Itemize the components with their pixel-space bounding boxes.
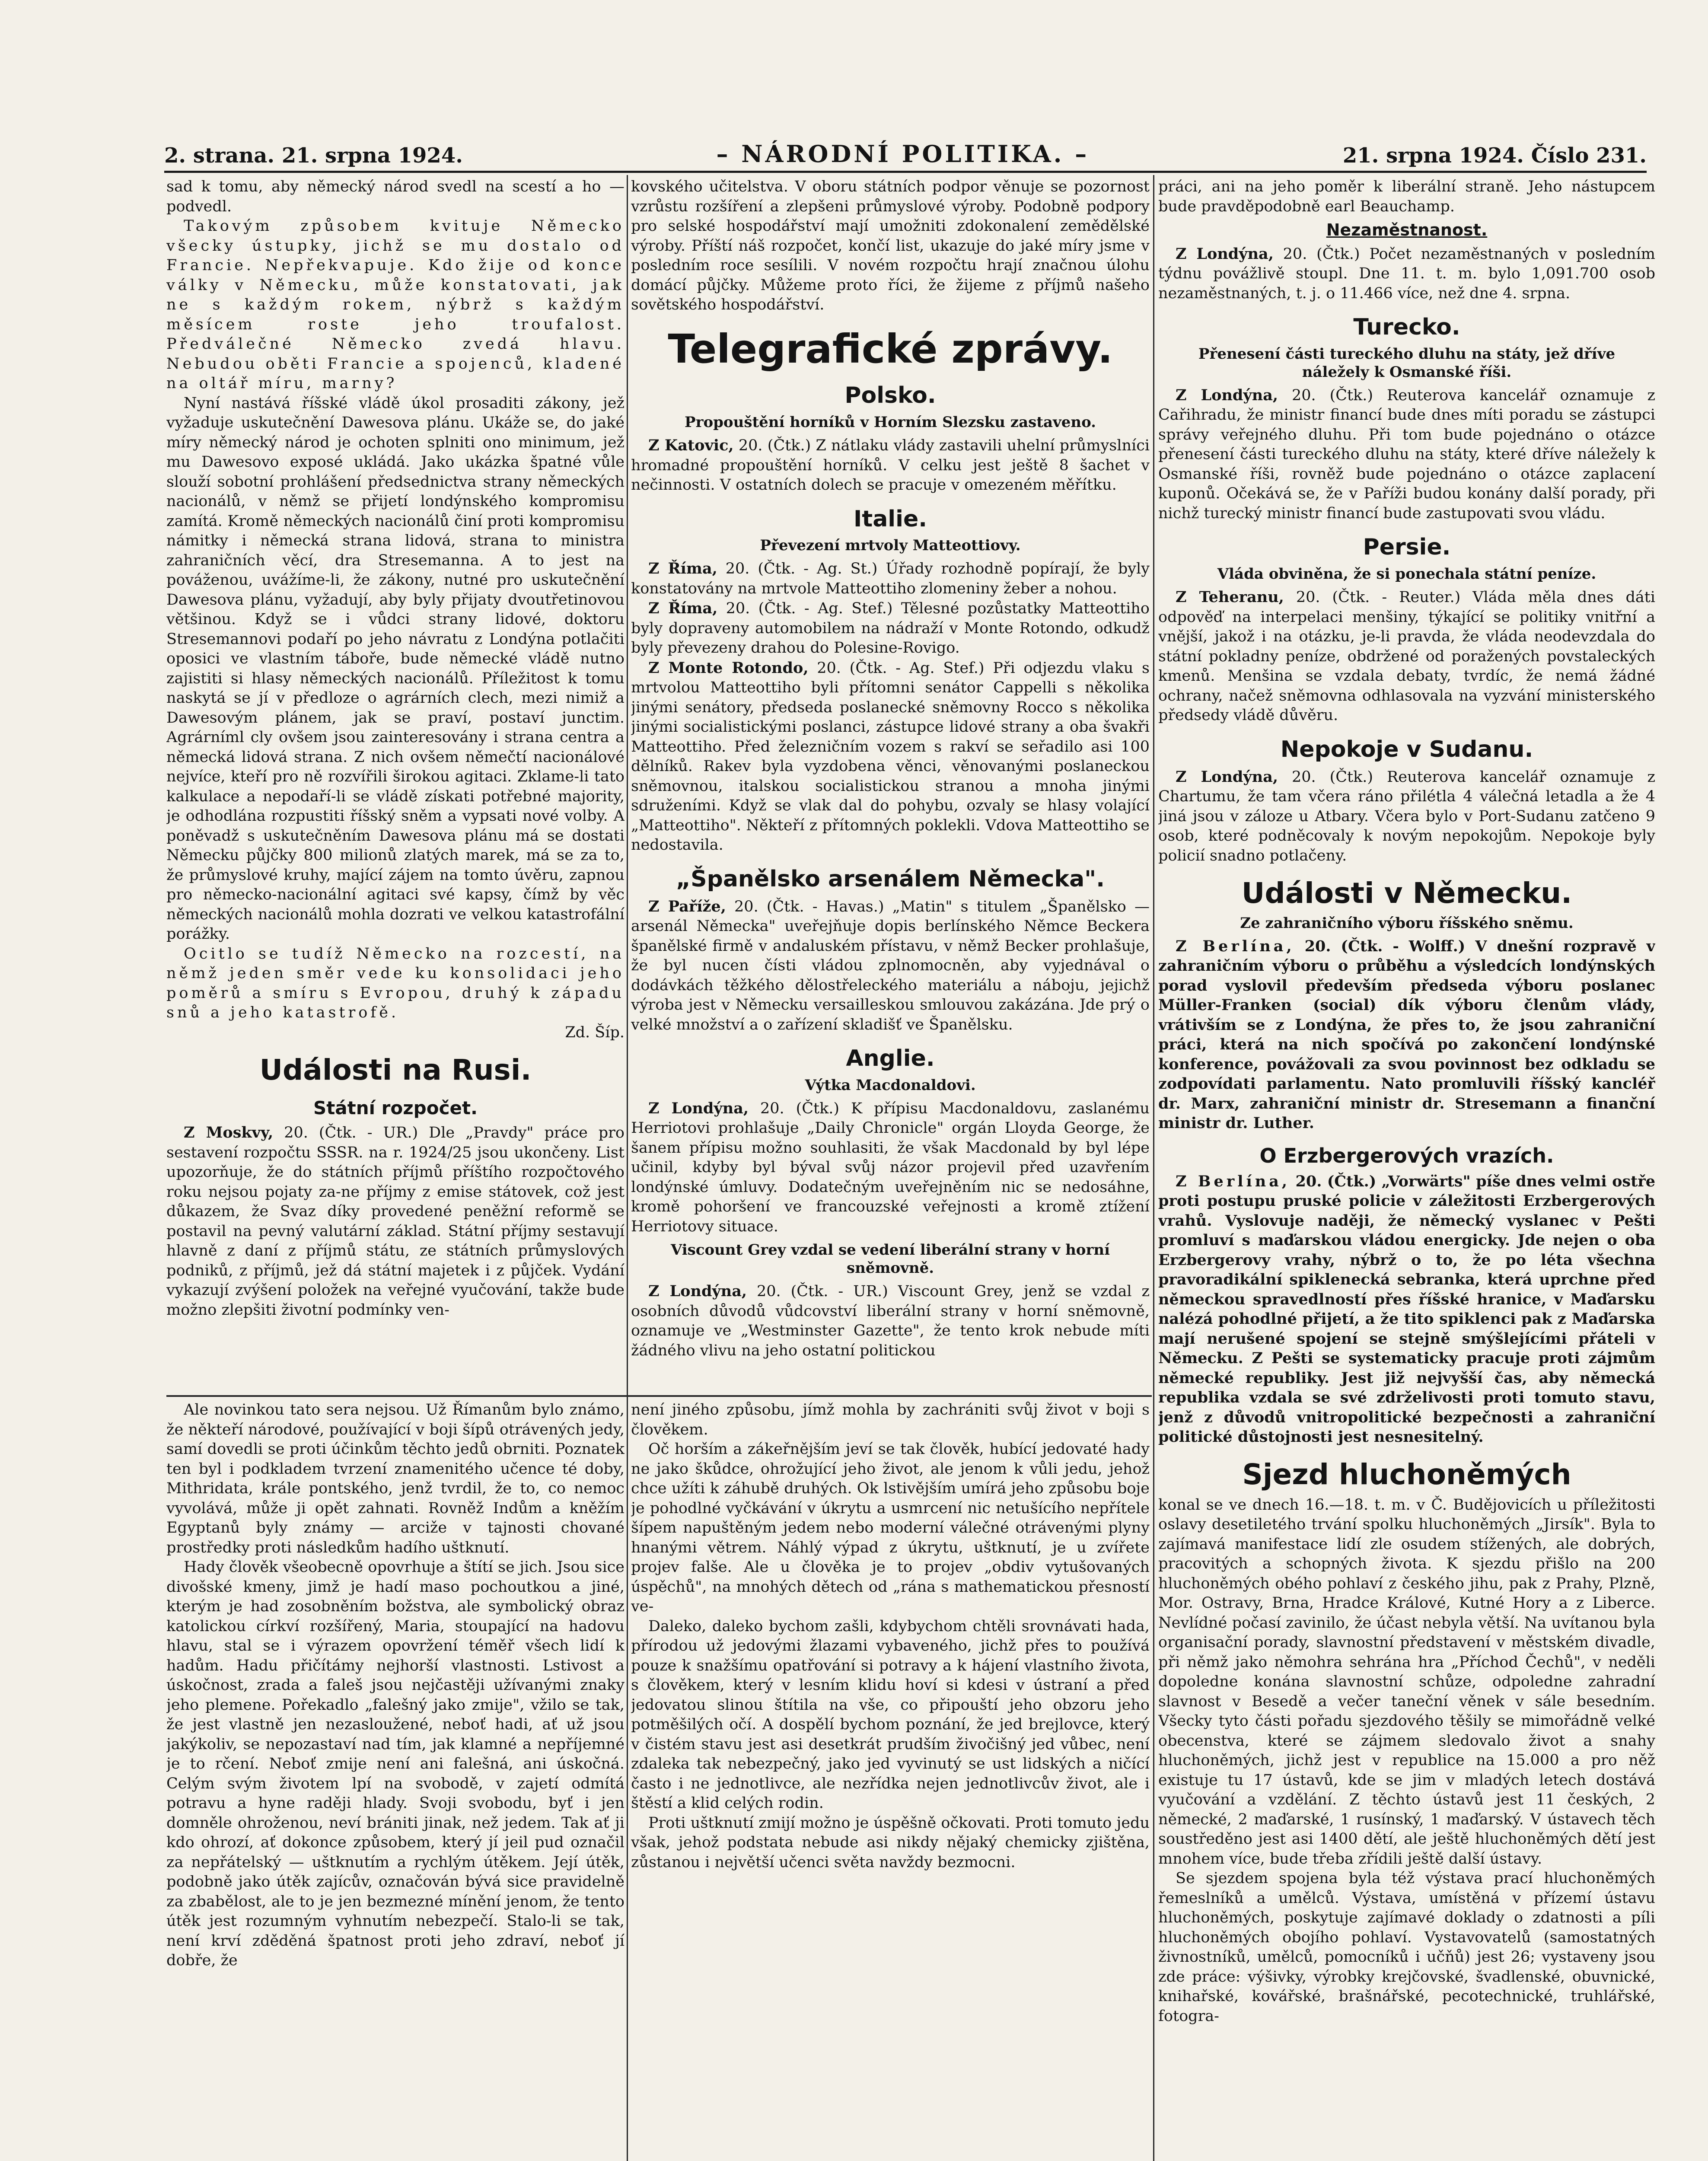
article-text: 20. (Čtk. - Ag. Stef.) Při odjezdu vlaku s mrtvolou Matteottiho byli přítomni senátor Cappelli s několika jinými senátory, předseda poslanecké sněmovny Rocco s několika jinými socialistickými poslanci, zástupce lidové strany a oba švakři Matteottiho. Před železničním vozem s rakví se seřadilo asi 100 dělníků. Rakev byla vyzdobena věnci, věnovanými poslaneckou sněmovnou, italskou socialistickou stranou a mnoha jinými sdruženími. Když se vlak dal do pohybu, ozvaly se hlasy volající „Matteottiho". Někteří z přítomných poklekli. Vdova Matteottiho se nedostavila. xyxy=(631,659,1150,854)
feuilleton-paragraph: Ale novinkou tato sera nejsou. Už Římanům bylo známo, že někteří národové, používající v boji šípů otrávených jedy, samí dovedli se proti účinkům těchto jedů obrniti. Poznatek ten byl i podkladem tvrzení znamenitého učence té doby, Mithridata, krále pontského, jenž tvrdil, že to, co nemoc vyvolává, může ji opět zahnati. Rovněž Indům a kněžím Egyptanů byly známy — arciže v tajnosti chované prostředky proti následkům hadího uštknutí. xyxy=(166,1401,625,1556)
column-rule xyxy=(1153,175,1154,2161)
dateline: Z Londýna, xyxy=(1176,245,1274,263)
feuilleton-paragraph: Proti uštknutí zmijí možno je úspěšně očkovati. Proti tomuto jedu však, jehož podstata nebude asi nikdy nějaký chemicky zjištěna, zůstanou i největší učenci světa navždy bezmocni. xyxy=(631,1814,1150,1871)
headline-rusi: Události na Rusi. xyxy=(259,1053,532,1087)
headline-turecko: Turecko. xyxy=(1353,314,1460,341)
article-text: 20. (Čtk. - Reuter.) Vláda měla dnes dáti odpověď na interpelaci menšiny, týkající se politiky vnitřní a vnější, jakož i na otázku, je-li pravda, že vláda neodevzdala do státní pokladny peníze, obdržené od poražených povstaleckých kmenů. Menšina se vzdala debaty, tvrdíc, že nemá žádné ochrany, načež sněmovna odhlasovala na vyzvání ministerského předsedy vládě důvěru. xyxy=(1158,589,1655,724)
headline-erzberger: O Erzbergerových vrazích. xyxy=(1259,1144,1554,1167)
dateline: Z Londýna, xyxy=(648,1099,749,1117)
editorial-signature: Zd. Šíp. xyxy=(565,1023,625,1041)
article-text: 20. (Čtk.) Počet nezaměstnaných v posledním týdnu povážlivě stoupl. Dne 11. t. m. bylo 1,091.700 osob nezaměstnaných, t. j. o 11.466 více, než dne 4. srpna. xyxy=(1158,245,1655,302)
headline-nezamestnanost: Nezaměstnanost. xyxy=(1326,220,1488,239)
masthead-left: 2. strana. 21. srpna 1924. xyxy=(164,143,463,168)
editorial-paragraph: Nyní nastává říšské vládě úkol prosaditi zákony, jež vyžaduje uskutečnění Dawesova plánu. Ukáže se, do jaké míry německý národ je ochoten splniti ono minimum, jež mu Dawesovo exposé ukládá. Jako ukázka špatné vůle slouží sobotní prohlášení předsednictva strany německých nacionálů, v němž se přijetí londýnského kompromisu zamítá. Kromě německých nacionálů činí proti kompromisu námitky i německá strana lidová, strana to ministra zahraničních věcí, dra Stresemanna. A to jest na pováženou, uvážíme-li, že zákony, nutné pro uskutečnění Dawesova plánu, vyžadují, aby byly přijaty dvoutřetinovou většinou. Když se i vůdci strany lidové, doktoru Stresemannovi podaří po jeho návratu z Londýna potlačiti oposici ve vlastním táboře, bude německé vládě nutno zajistiti si hlasy německých nacionálů. Příležitost k tomu naskytá se jí v předloze o agrárních clech, mezi nimiž a Dawesovým plánem, jak se praví, postaví junctim. Agrárníml cly ovšem jsou zainteresovány i strana centra a německá lidová strana. Z nich ovšem němečtí nacionálové nejvíce, kteří pro ně rozvířili širokou agitaci. Zklame-li tato kalkulace a nepodaří-li se vládě získati potřebné majority, je odhodlána rozpustiti říšský sněm a vypsati nové volby. A poněvadž s uskutečněním Dawesova plánu má se dostati Německu půjčky 800 milionů zlatých marek, má se za to, že průmyslové kruhy, mající zájem na tomto úvěru, zapnou pro německo-nacionální agitaci své kapsy, čímž by věc německých nacionálů mohla dozrati ve velkou katastrofální porážky. xyxy=(166,394,625,943)
masthead xyxy=(164,116,1647,168)
editorial-paragraph: sad k tomu, aby německý národ svedl na scestí a ho — podvedl. xyxy=(166,178,625,215)
article-text: 20. (Čtk. - Havas.) „Matin" s titulem „Španělsko — arsenál Německa" uveřejňuje dopis berlínského Němce Beckera španělské firmě v andaluském přístavu, v němž Becker prohlašuje, že byl nucen čísti vládou zplnomocněn, aby vyjednával o dodávkách těžkého dělostřeleckého materiálu a náboju, jejichž výroba jest v Německu versailleskou smlouvou zakázána. Jde prý o velké množství a o zařízení skladišť ve Španělsku. xyxy=(631,898,1150,1033)
dateline: Z Londýna, xyxy=(1176,768,1278,786)
feuilleton-paragraph: není jiného způsobu, jímž mohla by zachrániti svůj život v boji s člověkem. xyxy=(631,1401,1150,1438)
article-text: 20. (Čtk. - Ag. Stef.) Tělesné pozůstatky Matteottiho byly dopraveny automobilem na nádraží v Monte Rotondo, odkudž byly převezeny drahou do Polesine-Rovigo. xyxy=(631,600,1150,657)
article-text: 20. (Čtk.) Reuterova kancelář oznamuje z Chartumu, že tam včera ráno přilétla 4 válečná letadla a že 4 jiná jsou v záloze u Atbary. Včera bylo v Port-Sudanu zatčeno 9 osob, které podněcovaly k novým nepokojům. Nepokoje byly policií snadno potlačeny. xyxy=(1158,768,1655,864)
column-editorial xyxy=(166,177,625,1392)
column-feuilleton-left xyxy=(166,1400,625,2161)
article-text: 20. (Čtk.) Reuterova kancelář oznamuje z Cařihradu, že ministr financí bude dnes míti poradu se zástupci správy veřejného dluhu. Při tom bude pojednáno o otázce přenesení části tureckého dluhu na státy, které dříve náležely k Osmanské říši, rovněž bude pojednáno o otázce zaplacení kuponů. Očekává se, že v Paříži budou konány další porady, při nichž turecký ministr financí bude zastupovati svou vládu. xyxy=(1158,386,1655,522)
headline-italie: Italie. xyxy=(854,506,927,532)
feuilleton-rule xyxy=(166,1395,1152,1397)
headline-polsko: Polsko. xyxy=(844,382,936,409)
feuilleton-paragraph: Daleko, daleko bychom zašli, kdybychom chtěli srovnávati hada, přírodou už jedovými žlazami vybaveného, jichž přes to používá pouze k snažšímu opatřování si potravy a k hájení vlastního života, s člověkem, který v lesním klidu hoví si kdesi v ústraní a před jedovatou slinou štítila na vše, co připouští jeho obzoru jeho potměšilých očí. A dospělí bychom poznání, že jed brejlovce, který v čistém stavu jest asi desetkrát prudším živočišný jed vůbec, není zdaleka tak nebezpečný, jako jed vyvinutý se ust lidských a ničící často i ne jednotlivce, ale nezřídka nejen jednotlivcův život, ale i štěstí a klid celých rodin. xyxy=(631,1617,1150,1812)
dateline: Z Berlína, xyxy=(1176,937,1295,955)
dateline: Z Říma, xyxy=(648,599,718,618)
headline-spanelsko: „Španělsko arsenálem Německa". xyxy=(676,866,1105,892)
headline-sudan: Nepokoje v Sudanu. xyxy=(1280,736,1533,762)
dateline: Z Moskvy, xyxy=(184,1124,274,1142)
article-text: 20. (Čtk.) „Vorwärts" píše dnes velmi ostře proti postupu pruské policie v záležitosti Erzbergerových vrahů. Vyslovuje naději, že německý vyslanec v Pešti promluví s maďarskou vládou energicky. Jde nejen o oba Erzbergerovy vrahy, nýbrž o to, že po léta všechna pravoradikální spiklenecká sebranka, která uprchne před německou spravedlností přes říšské hranice, v Maďarsku nalézá pohodlné přijetí, a že tito spiklenci pak z Maďarska mají nerušené spojení se stejně smýšlejícími přáteli v Německu. Z Pešti se systematicky pracuje proti zájmům německé republiky. Jest již nejvyšší čas, aby německá republika vzdala se své zdrželivosti proti tomuto stavu, jenž z důvodů vnitropolitické bezpečnosti a zahraniční politické důstojnosti jest nesnesitelný. xyxy=(1158,1172,1655,1446)
column-rule xyxy=(627,175,628,2161)
subheadline: Přenesení části tureckého dluhu na státy, jež dříve náležely k Osmanské říši. xyxy=(1198,345,1616,381)
headline-telegraficke: Telegrafické zprávy. xyxy=(668,325,1113,372)
article-text: Se sjezdem spojena byla též výstava prací hluchoněmých řemeslníků a umělců. Výstava, umístěná v přízemí ústavu hluchoněmých, poskytuje zajímavé doklady o zdatnosti a píli hluchoněmých obojího pohlaví. Vystavovatelů (samostatných živnostníků, umělců, pomocníků i učňů) jest 26; vystaveny jsou zde práce: výšivky, výrobky krejčovské, švadlenské, obuvnické, knihařské, kovářské, brašnářské, pecotechnické, truhlářské, fotogra- xyxy=(1158,1870,1655,2025)
subheadline: Viscount Grey vzdal se vedení liberální strany v horní sněmovně. xyxy=(670,1241,1110,1277)
article-text: 20. (Čtk. - UR.) Dle „Pravdy" práce pro sestavení rozpočtu SSSR. na r. 1924/25 jsou ukončeny. List upozorňuje, že do státních příjmů příštího rozpočtového roku nejsou pojaty za-ne příjmy z emise státovek, což jest důkazem, že Svaz díky provedené peněžní reformě se postavil na pevný valutární základ. Státní příjmy sestavují hlavně z daní z příjmů státu, ze státních průmyslových podniků, z příjmů, jež dá státní majetek i z půjček. Vydání vykazují zvýšení položek na veřejné vyučování, takže bude možno zlepšiti životní podmínky ven- xyxy=(166,1124,625,1319)
subheadline: Převezení mrtvoly Matteottiovy. xyxy=(760,537,1021,555)
dateline: Z Katovic, xyxy=(648,437,734,455)
headline-sjezd: Sjezd hluchoněmých xyxy=(1242,1457,1571,1491)
column-feuilleton-right xyxy=(631,1400,1150,2161)
column-world-news xyxy=(1158,177,1655,2161)
article-text: 20. (Čtk. - Ag. St.) Úřady rozhodně popírají, že byly konstatovány na mrtvole Matteottiho zlomeniny žeber a nohou. xyxy=(631,560,1150,597)
dateline: Z Londýna, xyxy=(648,1282,747,1300)
editorial-paragraph: Ocitlo se tudíž Německo na rozcestí, na němž jeden směr vede ku konsolidaci jeho poměrů a smíru s Evropou, druhý k západu snů a jeho katastrofě. xyxy=(166,945,625,1021)
dateline: Z Monte Rotondo, xyxy=(648,659,809,677)
article-text: 20. (Čtk. - Wolff.) V dnešní rozpravě v zahraničním výboru o průběhu a výsledcích londýnských porad vyslovil především předseda výboru poslanec Müller-Franken (social) dík výboru členům vlády, vrátivším se z Londýna, že přes to, že jsou zahraniční práci, která na nich spočívá po zakončení londýnské konference, povážovali za svou povinnost bez odkladu se zodpovídati parlamentu. Nato promluvili říšský kancléř dr. Marx, zahraniční ministr dr. Stresemann a finanční ministr dr. Luther. xyxy=(1158,937,1655,1132)
masthead-title: – NÁRODNÍ POLITIKA. – xyxy=(716,140,1090,168)
dateline: Z Teheranu, xyxy=(1176,588,1284,606)
dateline: Z Paříže, xyxy=(648,897,726,915)
article-text: konal se ve dnech 16.—18. t. m. v Č. Budějovicích u příležitosti oslavy desetiletého trvání spolku hluchoněmých „Jirsík". Byla to zajímavá manifestace lidí zle osudem stížených, ale dobrých, pracovitých a schopných života. K sjezdu přišlo na 200 hluchoněmých obého pohlaví z českého jihu, pak z Prahy, Plzně, Mor. Ostravy, Brna, Hradce Králové, Kutné Hory a z Liberce. Nevlídné počasí zavinilo, že účast nebyla větší. Na uvítanou byla organisační porady, slavnostní představení v městském divadle, při němž jako němohra sehrána hra „Příchod Čechů", v neděli dopoledne konána slavnostní schůze, odpoledne zahradní slavnost v Besedě a večer taneční věnek v sále besedním. Všecky tyto části pořadu sjezdového těšily se mimořádně velké obecenstva, které se zájmem sledovalo život a snahy hluchoněmých, jichž jest v republice na 15.000 a pro něž existuje tu 17 ústavů, kde se jim v mladých letech dostává vyučování a vzdělání. Z těchto ústavů jest 11 českých, 2 německé, 2 maďarské, 1 rusínský, 1 maďarský. V ústavech těch soustředěno jest asi 1400 dětí, ale ještě hluchoněmých dětí jest mnohem více, bude třeba zřídili ještě další ústavy. xyxy=(1158,1496,1655,1868)
dateline: Z Říma, xyxy=(648,560,717,578)
headline-nemecko: Události v Německu. xyxy=(1241,877,1572,910)
article-text: 20. (Čtk.) Z nátlaku vlády zastavili uhelní průmyslníci hromadné propouštění horníků. V celku jest ještě 8 šachet v nečinnosti. V ostatních dolech se pracuje v omezeném měřítku. xyxy=(631,437,1150,494)
feuilleton-paragraph: Oč horším a zákeřnějším jeví se tak člověk, hubící jedovaté hady ne jako škůdce, ohrožující jeho život, ale jenom k vůli jedu, jehož chce užíti k záhubě druhých. Ok lstivějším umírá jeho způsobu boje je pohodlné vyčkávání v úkrytu a usmrcení nic netušícího nepřítele šípem napuštěným jedem nebo moderní válečné otrávenými plyny hnanými větrem. Náhlý výpad z úkrytu, uštknutí, je u zvířete projev falše. Ale u člověka je to projev „obdiv vytušovaných úspěchů", na mnohých dětech od „rána s mathematickou přesností ve- xyxy=(631,1441,1150,1615)
subheadline: Propouštění horníků v Horním Slezsku zastaveno. xyxy=(685,414,1096,431)
headline-persie: Persie. xyxy=(1363,534,1451,561)
article-text: kovského učitelstva. V oboru státních podpor věnuje se pozornost vzrůstu rozšíření a zlepšeni průmyslové výroby. Podobně podpory pro selské hospodářství mají umožniti zdokonalení zemědělské výroby. Příští náš rozpočet, končí list, ukazuje do jaké míry jsme v posledním roce sesílili. V novém rozpočtu hrají značnou úlohu domácí půjčky. Můžeme proto říci, že žijeme z příjmů našeho sovětského hospodářství. xyxy=(631,178,1150,313)
article-text: 20. (Čtk.) K přípisu Macdonaldovu, zaslanému Herriotovi prohlašuje „Daily Chronicle" orgán Lloyda George, že šanem přípisu možno souhlasiti, že však Macdonald by byl lépe učinil, kdyby byl býval svůj názor projevil před uzavřením londýnské úmluvy. Dodatečným uveřejněním nic se nedosáhne, kromě pohoršení ve francouzské veřejnosti a kromě ztížení Herriotovy situace. xyxy=(631,1100,1150,1235)
dateline: Z Londýna, xyxy=(1176,386,1278,404)
masthead-rule xyxy=(164,171,1647,173)
feuilleton-paragraph: Hady člověk všeobecně opovrhuje a štítí se jich. Jsou sice divošské kmeny, jimž je hadí maso pochoutkou a jiné, kterým je had zosobněním božstva, ale symbolický obraz katolickou církví rozšířený, Maria, stoupající na hadovu hlavu, stal se i výrazem opovržení téměř všech lidí k hadům. Hadu přičítámy nejhorší vlastnosti. Lstivost a úskočnost, zrada a faleš jsou nejčastěji užívanými znaky jeho plemene. Pořekadlo „falešný jako zmije", vžilo se tak, že jest vlastně jen nezasloužené, neboť hadi, ať už jsou jakýkoliv, se nepozastaví nad tím, jak klamné a nepříjemné je to rčení. Neboť zmije není ani falešná, ani úskočná. Celým svým životem lpí na svobodě, v zajetí odmítá potravu a hyne raději hlady. Svoji svobodu, byť i jen domněle ohroženou, neví brániti jinak, než jedem. Tak ať ji kdo ohrozí, ať dokonce způsobem, který jí jeil pud označil za nepřátelský — uštknutím a rychlým útěkem. Její útěk, podobně jako útěk zajícův, označován bývá sice pravidelně za zbabělost, ale to je jen bezmezné mínění jenom, že tento útěk jest rozumným vyhnutím nebezpečí. Stalo-li se tak, není krví zděděná špatnost proti jeho zdraví, neboť jí dobře, že xyxy=(166,1559,625,1969)
article-text: 20. (Čtk. - UR.) Viscount Grey, jenž se vzdal z osobních důvodů vůdcovství liberální strany v horní sněmovně, oznamuje ve „Westminster Gazette", že tento krok nebude míti žádného vlivu na jeho ostatní politickou xyxy=(631,1283,1150,1359)
subheadline: Výtka Macdonaldovi. xyxy=(805,1076,976,1094)
subheadline-rozpocet: Státní rozpočet. xyxy=(313,1097,478,1119)
headline-anglie: Anglie. xyxy=(846,1045,935,1072)
column-telegrams xyxy=(631,177,1150,1390)
subheadline: Vláda obviněna, že si ponechala státní peníze. xyxy=(1217,565,1596,583)
article-text: práci, ani na jeho poměr k liberální straně. Jeho nástupcem bude pravděpodobně earl Beauchamp. xyxy=(1158,178,1655,215)
masthead-right: 21. srpna 1924. Číslo 231. xyxy=(1342,143,1647,168)
editorial-paragraph: Takovým způsobem kvituje Německo všecky ústupky, jichž se mu dostalo od Francie. Nepřekvapuje. Kdo žije od konce války v Německu, může konstatovati, jak ne s každým rokem, nýbrž s každým měsícem roste jeho troufalost. Předválečné Německo zvedá hlavu. Nebudou oběti Francie a spojenců, kladené na oltář míru, marny? xyxy=(166,217,625,392)
subheadline: Ze zahraničního výboru říšského sněmu. xyxy=(1240,914,1574,932)
dateline: Z Berlína, xyxy=(1176,1172,1291,1190)
